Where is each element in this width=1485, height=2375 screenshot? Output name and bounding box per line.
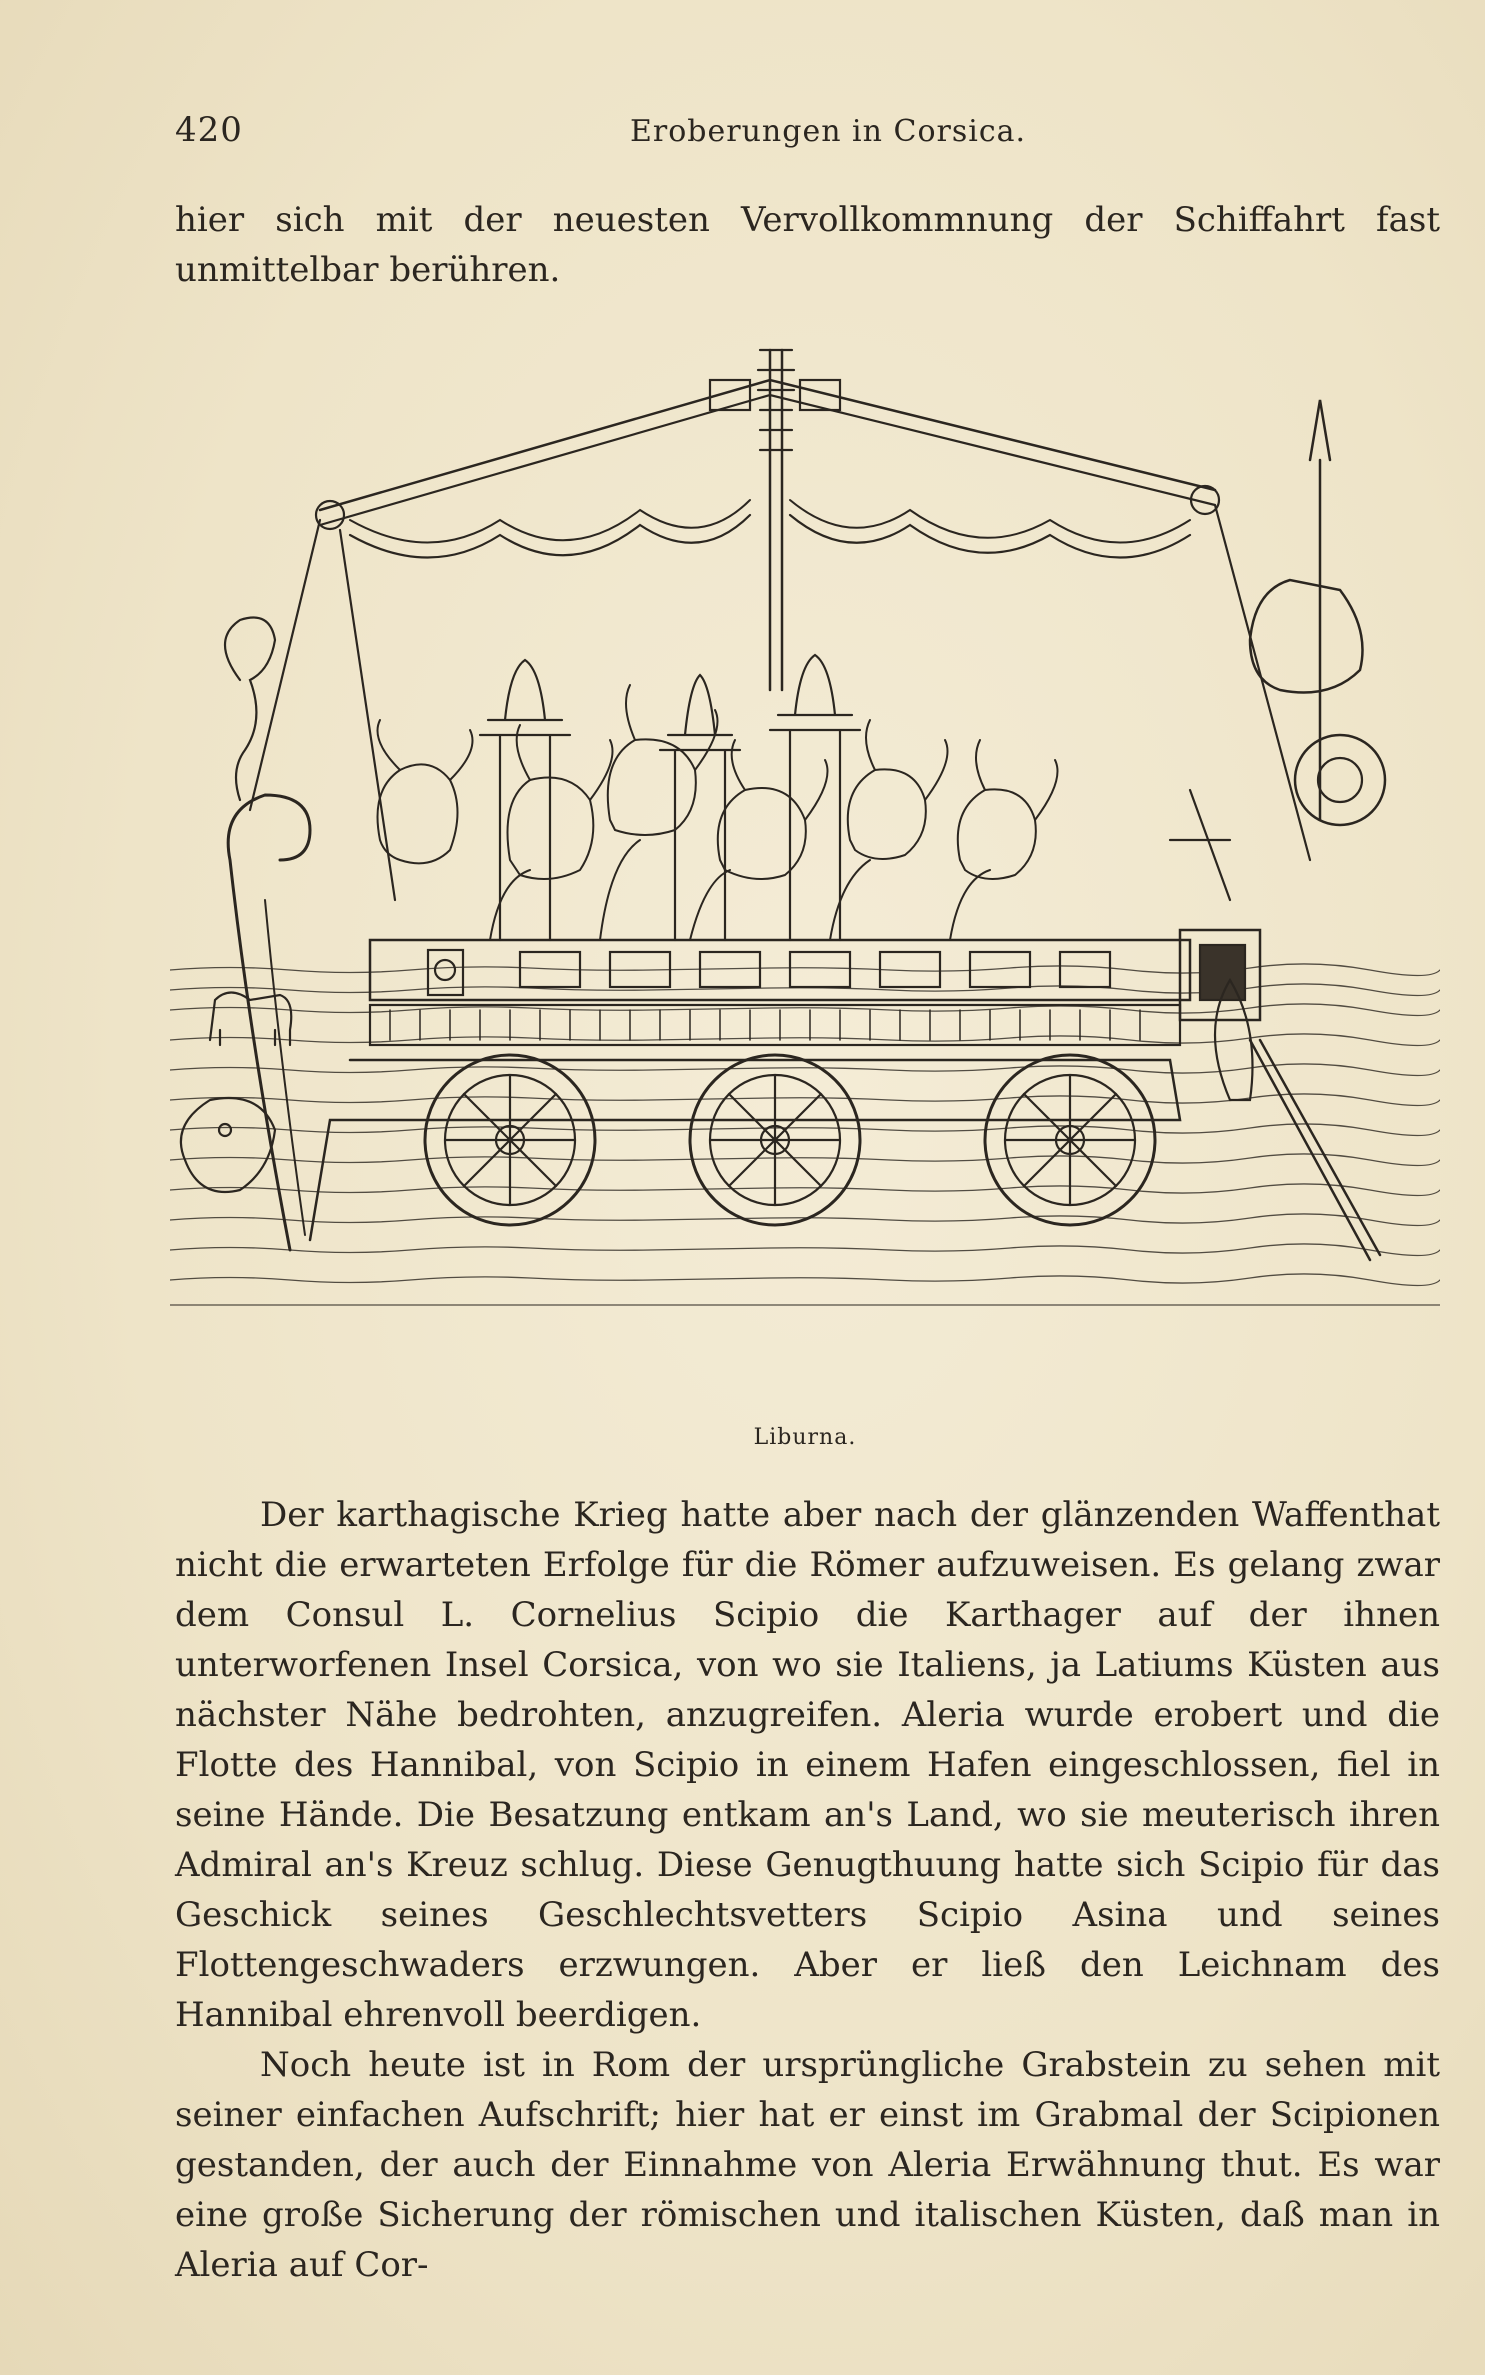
oxen (378, 685, 1058, 940)
ship-engraving (170, 340, 1440, 1410)
body-text (175, 1490, 1440, 2290)
page-header (175, 110, 1445, 160)
deck-panels (520, 952, 1110, 987)
paddle-wheel-1 (425, 1055, 595, 1225)
top-paragraph: hier sich mit der neuesten Vervollkommnung der Schiffahrt fast unmittelbar berühren. (175, 200, 1440, 290)
paragraph-2: Noch heute ist in Rom der ursprüngliche Grabstein zu sehen mit seiner einfachen Aufschrift; hier hat er einst im Grabmal der Scipionen gestanden, der auch der Einnahme von Aleria Erwähnung thut. Es war eine große Sicherung der römischen und italischen Küsten, daß man in Aleria auf Cor- (175, 2045, 1440, 2285)
paddle-wheel-2 (690, 1055, 860, 1225)
page-number: 420 (175, 110, 243, 150)
shield-and-spear (1170, 400, 1385, 900)
mast (770, 350, 782, 690)
oar (1250, 1040, 1380, 1260)
hull (310, 1060, 1180, 1240)
liburna-illustration (170, 340, 1440, 1450)
paddle-wheel-3 (985, 1055, 1155, 1225)
water-hatching (170, 964, 1440, 1305)
ram-head (181, 1098, 275, 1192)
paragraph-1: Der karthagische Krieg hatte aber nach der glänzenden Waffenthat nicht die erwarteten Erfolge für die Römer aufzuweisen. Es gelang zwar dem Consul L. Cornelius Scipio die Karthager auf der ihnen unterworfenen Insel Corsica, von wo sie Italiens, ja Latiums Küsten aus nächster Nähe bedrohten, anzugreifen. Aleria wurde erobert und die Flotte des Hannibal, von Scipio in einem Hafen eingeschlossen, fiel in seine Hände. Die Besatzung entkam an's Land, wo sie meuterisch ihren Admiral an's Kreuz schlug. Diese Genugthuung hatte sich Scipio für das Geschick seines Geschlechtsvetters Scipio Asina und seines Flottengeschwaders erzwungen. Aber er ließ den Leichnam des Hannibal ehrenvoll beerdigen. (175, 1495, 1440, 2035)
top-text (175, 195, 1440, 295)
running-head: Eroberungen in Corsica. (630, 114, 1027, 149)
deck-columns (480, 655, 860, 940)
yard-arm (320, 380, 1215, 510)
figure-caption: Liburna. (753, 1425, 857, 1450)
